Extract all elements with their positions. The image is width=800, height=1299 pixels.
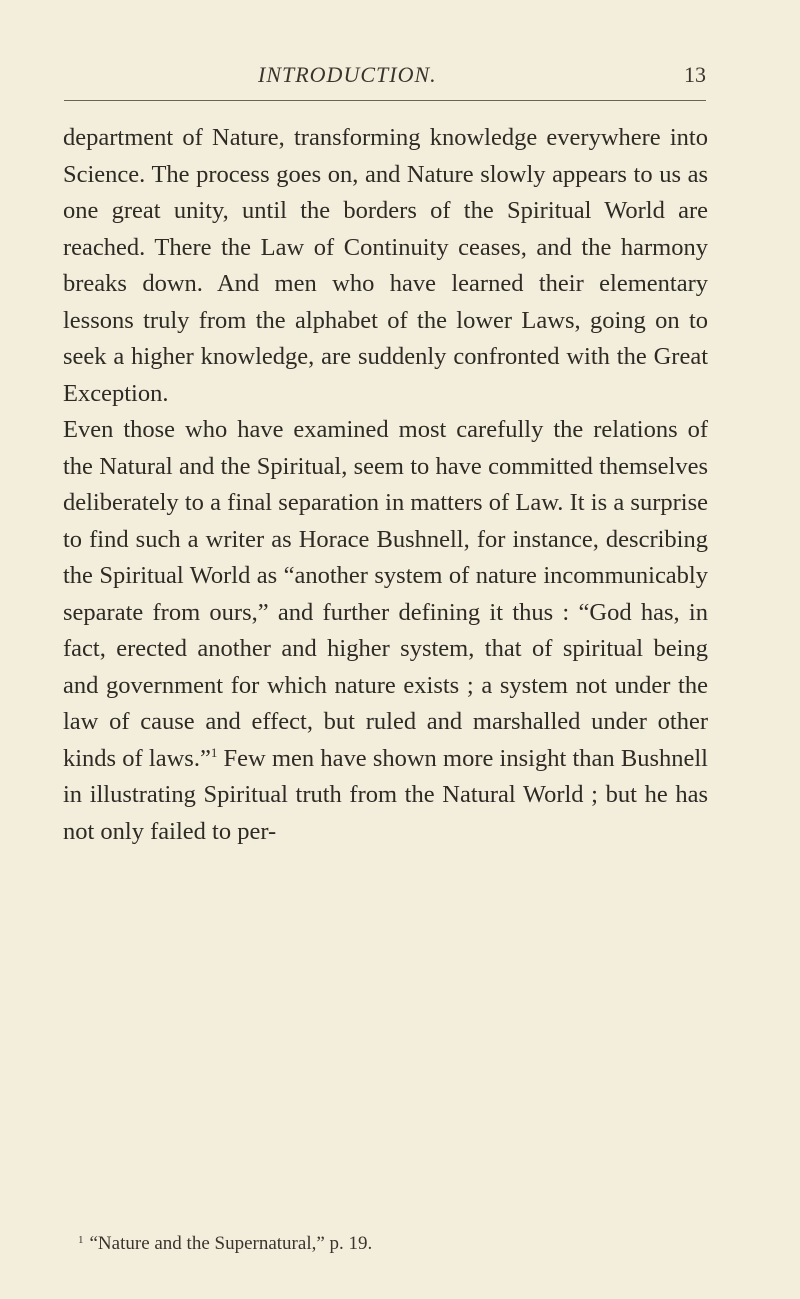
header-rule	[64, 100, 706, 101]
footnote	[78, 1233, 698, 1255]
footnote-mark: 1	[78, 1234, 84, 1246]
running-head	[0, 62, 800, 92]
body-text	[63, 120, 708, 850]
paragraph-2	[63, 412, 708, 850]
footnote-reference: 1	[210, 744, 218, 760]
paragraph-2-continuation: Few men have shown more insight than Bushnell in illustrating Spiritual truth from the Natural World ; but he has not only failed to per-	[63, 744, 708, 845]
page-number: 13	[684, 62, 706, 87]
paragraph-1	[63, 120, 708, 412]
running-title: INTRODUCTION.	[258, 62, 437, 87]
footnote-text: “Nature and the Supernatural,” p. 19.	[89, 1233, 373, 1254]
paragraph-1-text: department of Nature, transforming knowledge everywhere into Science. The process goes on, and Nature slowly appears to us as one great unity, until the borders of the Spiritual World are reached. There the Law of Continuity ceases, and the harmony breaks down. And men who have learned their elementary lessons truly from the alphabet of the lower Laws, going on to seek a higher knowledge, are suddenly confronted with the Great Exception.	[63, 124, 708, 407]
paragraph-2-text: Even those who have examined most carefully the relations of the Natural and the Spiritual, seem to have committed themselves deliberately to a final separation in matters of Law. It is a surprise to find such a writer as Horace Bushnell, for instance, describing the Spiritual World as “another system of nature incommunicably separate from ours,” and further defining it thus : “God has, in fact, erected another and higher system, that of spiritual being and government for which nature exists ; a system not under the law of cause and effect, but ruled and marshalled under other kinds of laws.”	[63, 416, 708, 772]
